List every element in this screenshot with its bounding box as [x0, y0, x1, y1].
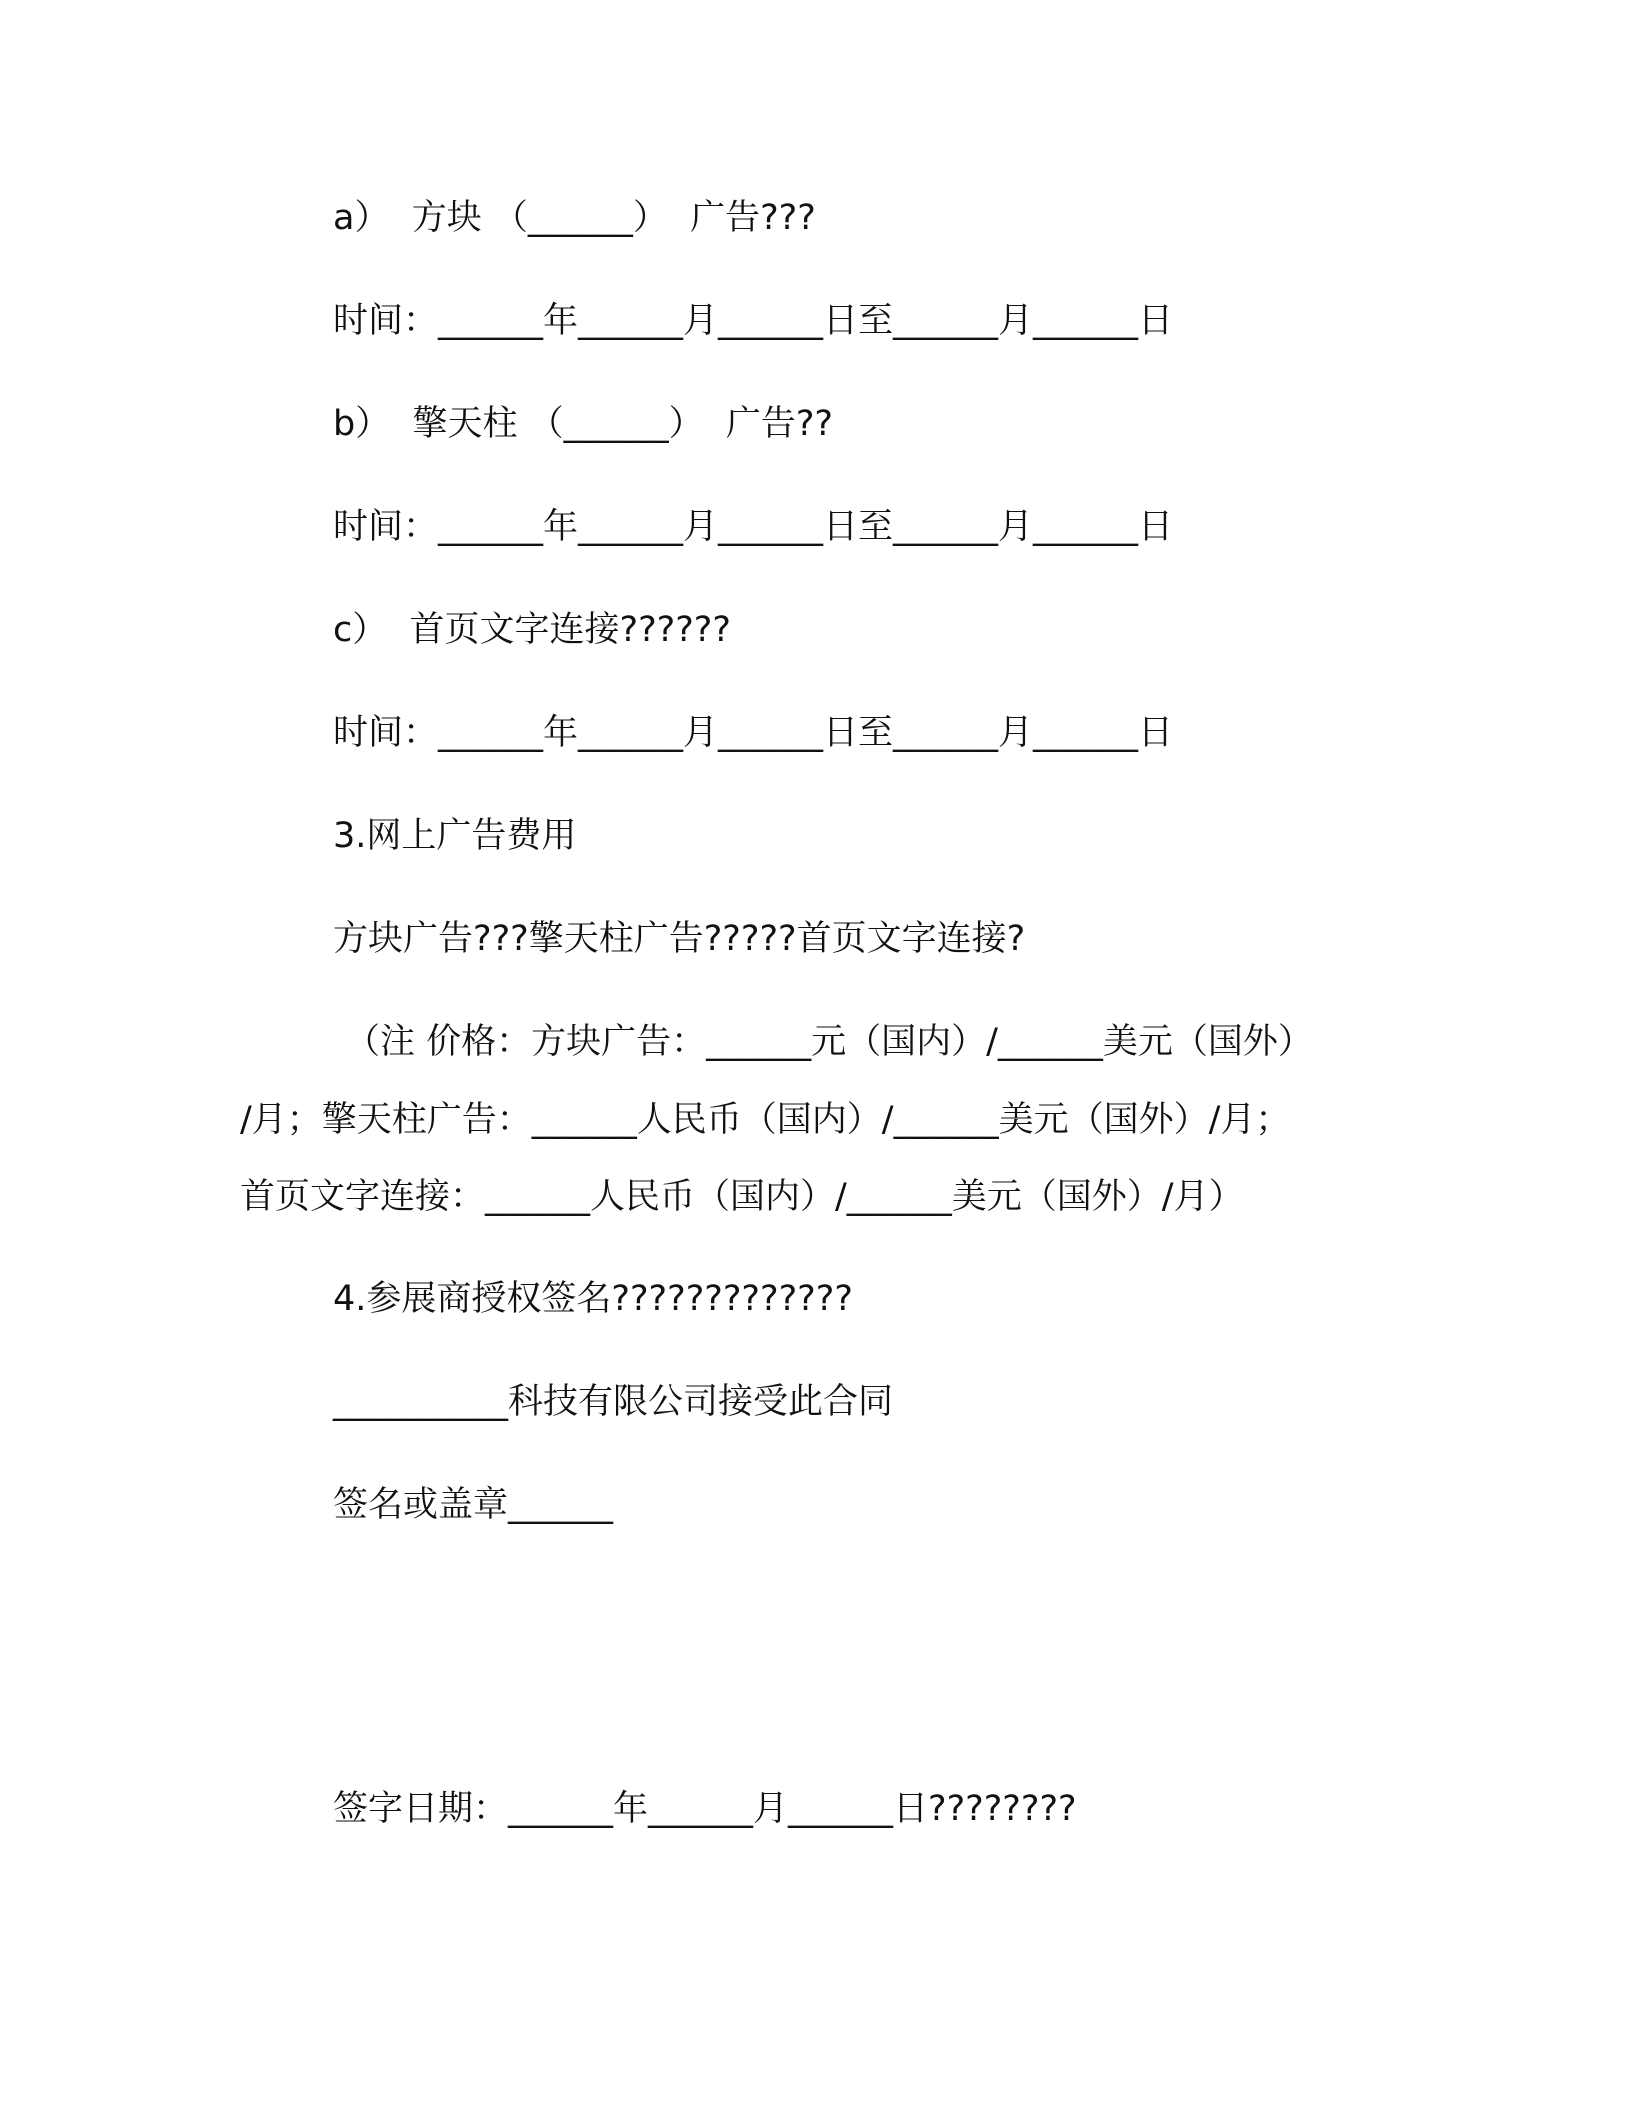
ad-item-c-time: 时间：______年______月______日至______月______日	[333, 713, 1174, 753]
section-heading-signature: 4.参展商授权签名?????????????	[333, 1279, 853, 1319]
signing-date-line: 签字日期：______年______月______日????????	[333, 1789, 1077, 1829]
price-note-line-1: （注 价格：方块广告：______元（国内）/______美元（国外）	[345, 1022, 1313, 1062]
company-acceptance-line: __________科技有限公司接受此合同	[333, 1382, 894, 1422]
fee-items-line: 方块广告???擎天柱广告?????首页文字连接?	[333, 919, 1026, 959]
price-note-line-3: 首页文字连接：______人民币（国内）/______美元（国外）/月）	[240, 1177, 1244, 1217]
ad-item-a-time: 时间：______年______月______日至______月______日	[333, 301, 1174, 341]
ad-item-c-text-link: c） 首页文字连接??????	[333, 610, 731, 650]
ad-item-a-block: a） 方块 （______） 广告???	[333, 198, 816, 238]
section-heading-fees: 3.网上广告费用	[333, 816, 577, 856]
signature-or-seal-line: 签名或盖章______	[333, 1485, 614, 1525]
ad-item-b-pillar: b） 擎天柱 （______） 广告??	[333, 404, 833, 444]
ad-item-b-time: 时间：______年______月______日至______月______日	[333, 507, 1174, 547]
price-note-line-2: /月；擎天柱广告：______人民币（国内）/______美元（国外）/月；	[240, 1100, 1291, 1140]
